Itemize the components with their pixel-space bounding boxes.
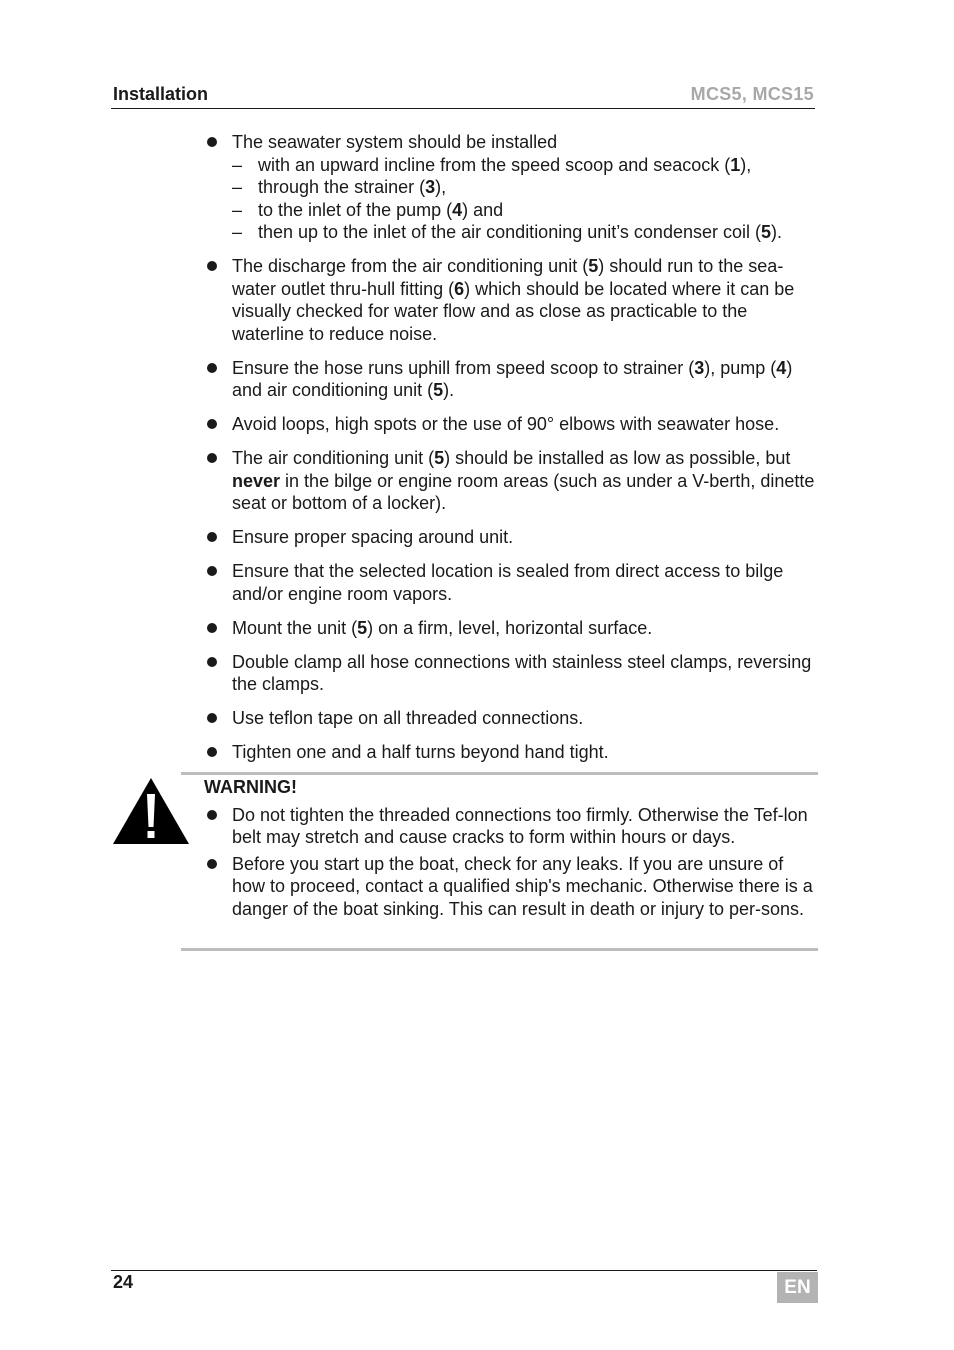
text-run: ), pump ( (704, 357, 777, 378)
list-item (204, 707, 820, 730)
bold-reference: 5 (761, 222, 772, 242)
warning-item-text: Do not tighten the threaded connections too firmly. Otherwise the Tef-lon belt may stretch and cause cracks to form within hours or days. (232, 804, 808, 847)
text-run: ) which should be located where it can be visually checked for water flow and as close as practicable to the waterline to reduce noise. (232, 278, 795, 344)
warning-item-text: Before you start up the boat, check for any leaks. If you are unsure of how to proceed, contact a qualified ship's mechanic. Otherwise there is a danger of the boat sinking. This can result in death or injury to per-sons. (232, 853, 813, 919)
language-badge: EN (777, 1272, 818, 1303)
text-run: Mount the unit ( (232, 617, 358, 638)
list-item-text (232, 617, 820, 640)
bold-reference: 4 (452, 199, 463, 220)
list-item (204, 526, 820, 549)
bold-reference: 3 (694, 357, 705, 378)
warning-box (204, 776, 820, 924)
warning-item (204, 804, 820, 849)
text-run: Tighten one and a half turns beyond hand tight. (232, 742, 609, 762)
text-run: ). (443, 380, 455, 400)
list-item-text (232, 741, 820, 764)
text-run: ) on a firm, level, horizontal surface. (367, 617, 653, 638)
sub-list-item (232, 176, 820, 199)
warning-bottom-divider (181, 948, 818, 951)
text-run: in the bilge or engine room areas (such as under a V-berth, dinette seat or bottom of a locker). (232, 470, 815, 513)
list-item-text (232, 526, 820, 549)
bullet-icon (207, 261, 217, 271)
list-item (204, 131, 820, 244)
bullet-icon (207, 453, 217, 463)
bold-reference: never (232, 470, 281, 491)
list-item (204, 255, 820, 345)
bullet-icon (207, 713, 217, 723)
list-item-text (232, 131, 820, 154)
bullet-icon (207, 137, 217, 147)
dash-icon: – (232, 222, 243, 242)
text-run: The seawater system should be installed (232, 132, 558, 152)
list-item-text (232, 651, 820, 696)
bullet-icon (207, 363, 217, 373)
list-item-text (232, 413, 820, 436)
list-item (204, 357, 820, 402)
text-run: ) and air conditioning unit ( (232, 357, 793, 400)
header-divider (111, 108, 815, 109)
bold-reference: 1 (730, 154, 741, 175)
warning-title: WARNING! (204, 777, 297, 797)
bold-reference: 5 (588, 256, 599, 276)
bold-reference: 6 (454, 278, 465, 299)
dash-icon: – (232, 199, 243, 220)
bullet-icon (207, 859, 217, 869)
list-item-text (232, 447, 820, 515)
bullet-icon (207, 566, 217, 576)
sub-list-item (232, 199, 820, 222)
text-run: ) should be installed as low as possible, but (444, 448, 791, 468)
page-number: 24 (113, 1272, 134, 1292)
text-run: Ensure that the selected location is sealed from direct access to bilge and/or engine room vapors. (232, 561, 784, 604)
warning-triangle-icon (112, 777, 190, 845)
warning-top-divider (181, 772, 818, 775)
list-item (204, 447, 820, 515)
list-item (204, 651, 820, 696)
list-item-text (232, 255, 820, 345)
sub-list-item-text (258, 155, 751, 175)
text-run: then up to the inlet of the air conditioning unit’s condenser coil ( (258, 222, 761, 242)
bullet-icon (207, 623, 217, 633)
text-run: with an upward incline from the speed scoop and seacock ( (258, 154, 731, 175)
bold-reference: 3 (425, 177, 436, 197)
sub-list-item-text (258, 222, 782, 242)
sub-list-item (232, 154, 820, 177)
bold-reference: 5 (434, 448, 445, 468)
installation-list (204, 131, 820, 775)
bullet-icon (207, 747, 217, 757)
text-run: ). (771, 222, 783, 242)
bullet-icon (207, 657, 217, 667)
sub-list-item (232, 221, 820, 244)
text-run: to the inlet of the pump ( (258, 199, 453, 220)
bold-reference: 4 (776, 357, 787, 378)
text-run: through the strainer ( (258, 177, 426, 197)
list-item-text (232, 357, 820, 402)
list-item-text (232, 707, 820, 730)
model-name: MCS5, MCS15 (690, 84, 814, 104)
warning-item (204, 853, 820, 921)
dash-icon: – (232, 154, 243, 175)
text-run: Use teflon tape on all threaded connections. (232, 708, 584, 728)
bullet-icon (207, 810, 217, 820)
dash-icon: – (232, 177, 243, 197)
list-item-text (232, 560, 820, 605)
text-run: ) should run to the sea-water outlet thru-hull fitting ( (232, 256, 784, 299)
footer-divider (111, 1270, 817, 1271)
bold-reference: 5 (357, 617, 368, 638)
bullet-icon (207, 419, 217, 429)
text-run: The air conditioning unit ( (232, 448, 435, 468)
list-item (204, 741, 820, 764)
bold-reference: 5 (433, 380, 444, 400)
sub-list-item-text (258, 177, 446, 197)
list-item (204, 560, 820, 605)
list-item (204, 413, 820, 436)
text-run: ) and (462, 199, 504, 220)
section-title: Installation (113, 84, 209, 104)
list-item (204, 617, 820, 640)
text-run: ), (740, 154, 752, 175)
text-run: The discharge from the air conditioning unit ( (232, 256, 589, 276)
bullet-icon (207, 532, 217, 542)
text-run: Ensure the hose runs uphill from speed scoop to strainer ( (232, 357, 695, 378)
text-run: Avoid loops, high spots or the use of 90° elbows with seawater hose. (232, 414, 780, 434)
text-run: Double clamp all hose connections with stainless steel clamps, reversing the clamps. (232, 651, 812, 694)
warning-list (204, 804, 820, 921)
text-run: ), (435, 177, 447, 197)
text-run: Ensure proper spacing around unit. (232, 527, 514, 547)
sub-list-item-text (258, 200, 503, 220)
